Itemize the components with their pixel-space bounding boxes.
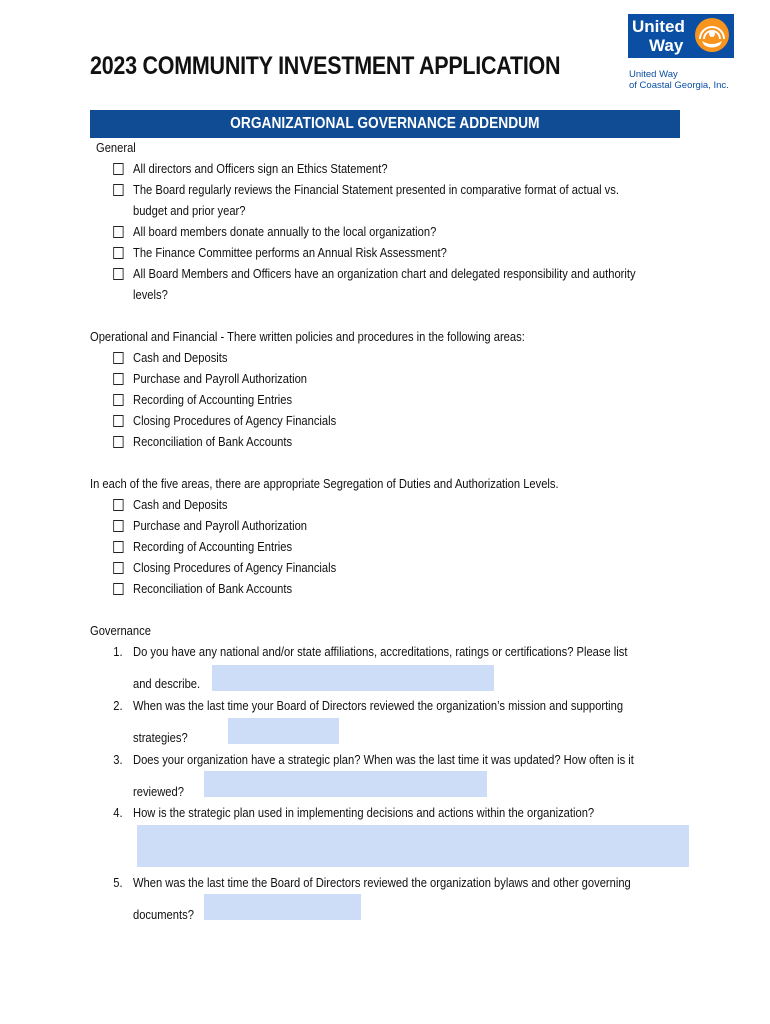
general-heading: General	[96, 140, 136, 155]
hand-rainbow-icon	[694, 17, 730, 53]
checklist-item: Reconciliation of Bank Accounts	[113, 578, 680, 599]
checkbox[interactable]	[113, 226, 123, 238]
answer-field-q5[interactable]	[204, 894, 361, 920]
page-title: 2023 COMMUNITY INVESTMENT APPLICATION	[90, 52, 561, 80]
question-number: 3.	[113, 752, 123, 767]
checklist-item: Closing Procedures of Agency Financials	[113, 410, 680, 431]
checklist-item-continuation: budget and prior year?	[133, 203, 246, 218]
answer-field-q2[interactable]	[228, 718, 339, 744]
operational-heading: Operational and Financial - There written policies and procedures in the following areas:	[90, 329, 525, 344]
checkbox[interactable]	[113, 562, 123, 574]
operational-checklist	[90, 347, 680, 452]
question-number: 1.	[113, 644, 123, 659]
checkbox[interactable]	[113, 352, 123, 364]
united-way-logo	[628, 14, 734, 91]
checklist-item: Reconciliation of Bank Accounts	[113, 431, 680, 452]
checkbox[interactable]	[113, 415, 123, 427]
form-body	[90, 137, 680, 926]
segregation-checklist	[90, 494, 680, 599]
question-item	[113, 695, 680, 749]
question-text: When was the last time the Board of Directors reviewed the organization bylaws and other governing	[133, 875, 631, 890]
answer-field-q4[interactable]	[137, 825, 689, 867]
checklist-item: Closing Procedures of Agency Financials	[113, 557, 680, 578]
checkbox[interactable]	[113, 394, 123, 406]
question-number: 5.	[113, 875, 123, 890]
checklist-item: Recording of Accounting Entries	[113, 536, 680, 557]
answer-field-q3[interactable]	[204, 771, 487, 797]
checklist-item-continuation: levels?	[133, 287, 168, 302]
section-banner	[90, 110, 680, 138]
question-text: Do you have any national and/or state affiliations, accreditations, ratings or certifications? Please list	[133, 644, 628, 659]
checkbox[interactable]	[113, 520, 123, 532]
checkbox[interactable]	[113, 373, 123, 385]
question-number: 2.	[113, 698, 123, 713]
checklist-item: All directors and Officers sign an Ethics Statement?	[113, 158, 680, 179]
question-text: How is the strategic plan used in implementing decisions and actions within the organization?	[133, 805, 595, 820]
checkbox[interactable]	[113, 499, 123, 511]
checklist-item: The Finance Committee performs an Annual Risk Assessment?	[113, 242, 680, 263]
segregation-heading: In each of the five areas, there are appropriate Segregation of Duties and Authorization Levels.	[90, 476, 559, 491]
logo-word-united: United	[632, 17, 685, 36]
checklist-item: Purchase and Payroll Authorization	[113, 515, 680, 536]
banner-title: ORGANIZATIONAL GOVERNANCE ADDENDUM	[230, 115, 540, 132]
governance-heading: Governance	[90, 623, 151, 638]
checklist-item: All Board Members and Officers have an organization chart and delegated responsibility and authority	[113, 263, 680, 284]
checklist-item: Cash and Deposits	[113, 494, 680, 515]
logo-caption-line1: United Way	[629, 69, 678, 80]
checkbox[interactable]	[113, 163, 123, 175]
logo-word-way: Way	[649, 36, 684, 55]
checkbox[interactable]	[113, 436, 123, 448]
checklist-item: Recording of Accounting Entries	[113, 389, 680, 410]
question-text: When was the last time your Board of Directors reviewed the organization’s mission and supporting	[133, 698, 624, 713]
question-text-continued: strategies?	[133, 730, 188, 745]
logo-caption-line2: of Coastal Georgia, Inc.	[629, 80, 729, 91]
answer-field-q1[interactable]	[212, 665, 494, 691]
checklist-item: All board members donate annually to the local organization?	[113, 221, 680, 242]
question-number: 4.	[113, 805, 123, 820]
question-text-continued: documents?	[133, 907, 194, 922]
checklist-item: Cash and Deposits	[113, 347, 680, 368]
checkbox[interactable]	[113, 583, 123, 595]
checkbox[interactable]	[113, 268, 123, 280]
question-text: Does your organization have a strategic plan? When was the last time it was updated? How often is it	[133, 752, 634, 767]
checkbox[interactable]	[113, 247, 123, 259]
checklist-item: Purchase and Payroll Authorization	[113, 368, 680, 389]
checkbox[interactable]	[113, 184, 123, 196]
question-text-continued: and describe.	[133, 676, 201, 691]
general-checklist	[90, 158, 680, 305]
question-text-continued: reviewed?	[133, 784, 184, 799]
question-item	[113, 872, 680, 926]
checkbox[interactable]	[113, 541, 123, 553]
checklist-item: The Board regularly reviews the Financial Statement presented in comparative format of actual vs.	[113, 179, 680, 200]
